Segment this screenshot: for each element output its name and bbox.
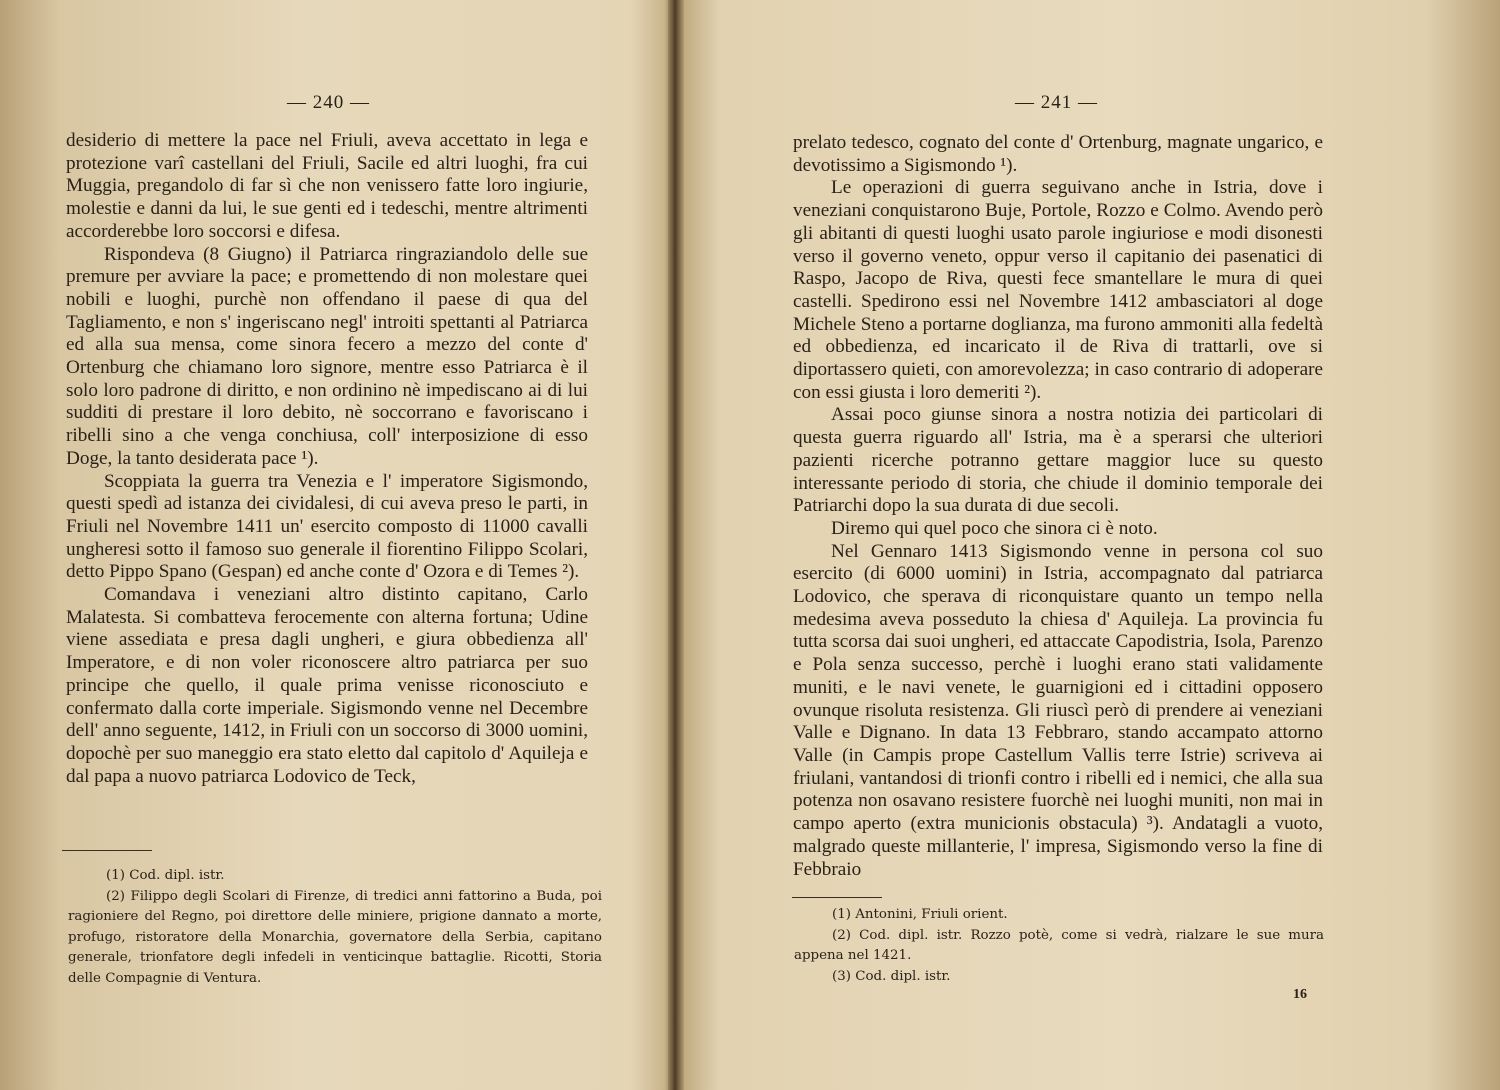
body-text [66, 130, 588, 788]
paragraph: Le operazioni di guerra seguivano anche in Istria, dove i veneziani conquistarono Buje, Portole, Rozzo e Colmo. Avendo però gli abitanti di questi luoghi usato parole ingiuriose e modi disonesti verso il governo veneto, oppur verso il capitanio dei pasenatici di Raspo, Jacopo de Riva, questi fece smantellare le mura di quei castelli. Spedirono essi nel Novembre 1412 ambasciatori al doge Michele Steno a portarne doglianza, ma furono ammoniti alla fedeltà ed obbedienza, ed incaricato il de Riva di trattarli, ove si diportassero quieti, con amorevolezza; in caso contrario di adoperare con essi giusta i loro demeriti ²). [793, 177, 1323, 403]
signature-mark: 16 [1293, 987, 1307, 1002]
body-text [793, 132, 1323, 881]
footnote: (2) Cod. dipl. istr. Rozzo potè, come si vedrà, rialzare le sue mura appena nel 1421. [794, 927, 1324, 963]
footnote-rule [792, 897, 882, 898]
footnote-rule [62, 850, 152, 851]
footnotes [794, 905, 1324, 987]
paragraph: Assai poco giunse sinora a nostra notizia dei particolari di questa guerra riguardo all' Istria, ma è a sperarsi che ulteriori pazienti ricerche potranno gettare maggior luce su questo interessante periodo di storia, che chiude il dominio temporale dei Patriarchi dopo la sua durata di due secoli. [793, 404, 1323, 517]
footnote: (1) Antonini, Friuli orient. [832, 907, 1008, 922]
footnote: (1) Cod. dipl. istr. [106, 868, 225, 883]
paragraph: prelato tedesco, cognato del conte d' Ortenburg, magnate ungarico, e devotissimo a Sigismondo ¹). [793, 132, 1323, 176]
paragraph: Diremo qui quel poco che sinora ci è noto. [831, 517, 1158, 539]
footnote: (3) Cod. dipl. istr. [832, 968, 951, 984]
paragraph: Nel Gennaro 1413 Sigismondo venne in persona col suo esercito (di 6000 uomini) in Istria, accompagnato dal patriarca Lodovico, che sperava di riconquistare quanto un tempo nella medesima aveva posseduto la chiesa d' Aquileja. La provincia fu tutta scorsa dai suoi ungheri, ed attaccate Capodistria, Isola, Parenzo e Pola senza successo, perchè i luoghi erano stati validamente muniti, e le navi venete, le guarnigioni ed i cittadini opposero ovunque risoluta resistenza. Gli riuscì però di prendere ai veneziani Valle e Dignano. In data 13 Febbraro, stando accampato attorno Valle (in Campis prope Castellum Vallis terre Istrie) scriveva ai friulani, vantandosi di trionfi contro i ribelli ed i nemici, che alla sua potenza non osavano resistere fuorchè nei luoghi muniti, non mai in campo aperto (extra municionis obstacula) ³). Andatagli a vuoto, malgrado queste millanterie, l' impresa, Sigismondo verso la fine di Febbraio [793, 540, 1323, 880]
paragraph: Rispondeva (8 Giugno) il Patriarca ringraziandolo delle sue premure per avviare la pace; e promettendo di non molestare quei nobili e luoghi, purchè non offendano il paese di qua del Tagliamento, e non s' ingeriscano negl' introiti spettanti al Patriarca ed alla sua mensa, come sinora fecero a mezzo del conte d' Ortenburg che chiamano loro signore, mentre esso Patriarca è il solo loro padrone di diritto, e non ordinino nè impediscano ai di lui sudditi di prestare il loro debito, nè soccorrano e favoriscano i ribelli sino a che venga conchiusa, coll' interposizione di esso Doge, la tanto desiderata pace ¹). [66, 243, 588, 469]
left-page [0, 0, 670, 1090]
paragraph: desiderio di mettere la pace nel Friuli, aveva accettato in lega e protezione varî castellani del Friuli, Sacile ed altri luoghi, fra cui Muggia, pregandolo di far sì che non venissero fatte loro ingiurie, molestie e danni da lui, le sue genti ed i tedeschi, mentre altrimenti accorderebbe loro soccorsi e difesa. [66, 130, 588, 242]
footnote: (2) Filippo degli Scolari di Firenze, di tredici anni fattorino a Buda, poi ragioniere del Regno, poi direttore delle miniere, prigione dannato a morte, profugo, ristoratore della Monarchia, governatore della Serbia, capitano generale, trionfatore degli infedeli in venticinque battaglie. Ricotti, Storia delle Compagnie di Ventura. [68, 888, 602, 986]
paragraph: Comandava i veneziani altro distinto capitano, Carlo Malatesta. Si combatteva ferocemente con alterna fortuna; Udine viene assediata e presa dagli ungheri, e giura obbedienza all' Imperatore, e di non voler riconoscere altro patriarca per suo principe che quello, il quale prima venisse riconosciuto e confermato dalla corte imperiale. Sigismondo venne nel Decembre dell' anno seguente, 1412, in Friuli con un soccorso di 3000 uomini, dopochè per suo maneggio era stato eletto dal capitolo d' Aquileja e dal papa a nuovo patriarca Lodovico de Teck, [66, 584, 588, 787]
page-number: — 241 — [1015, 92, 1098, 113]
page-number: — 240 — [287, 92, 370, 113]
footnotes [68, 866, 602, 989]
right-page [682, 0, 1500, 1090]
paragraph: Scoppiata la guerra tra Venezia e l' imperatore Sigismondo, questi spedì ad istanza dei cividalesi, di cui aveva preso le parti, in Friuli nel Novembre 1411 un' esercito composto di 11000 cavalli ungheresi sotto il famoso suo generale il fiorentino Filippo Scolari, detto Pippo Spano (Gespan) ed anche conte d' Ozora e di Temes ²). [66, 470, 588, 583]
